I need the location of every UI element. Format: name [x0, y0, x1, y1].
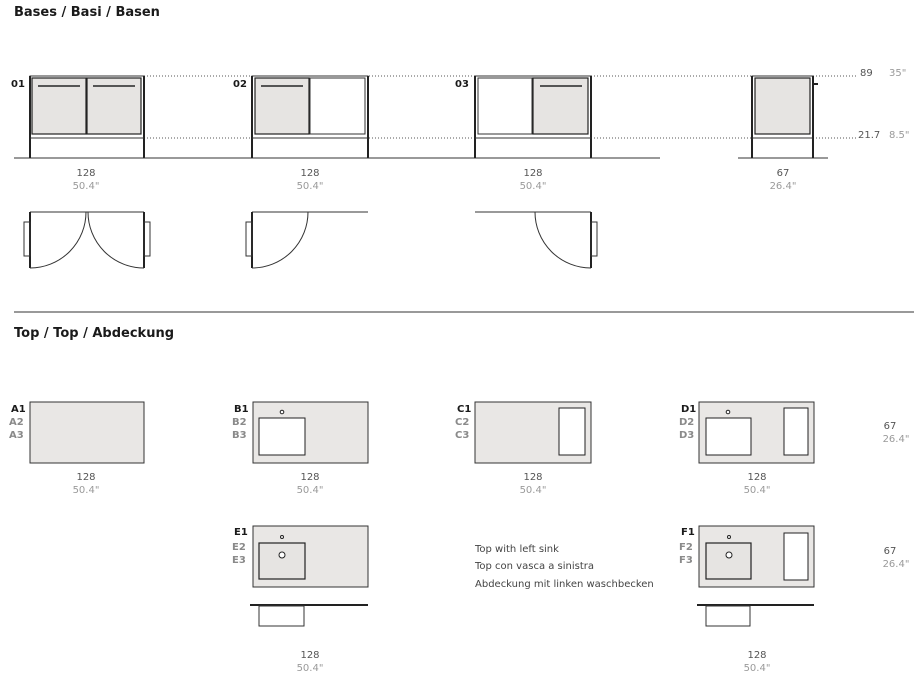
base-03-door-swing-plan [475, 212, 597, 268]
base-03-front [368, 76, 660, 192]
integrated-basin [259, 543, 305, 579]
top-f-code-3: F3 [679, 555, 693, 566]
top-a-code-2: A2 [9, 417, 24, 428]
open-bay [310, 78, 365, 134]
base-03-width-in: 50.4" [519, 181, 547, 192]
base-01-width-cm: 128 [76, 168, 96, 179]
top-d-code-1: D1 [681, 404, 697, 415]
top-f-width-in: 50.4" [743, 663, 771, 674]
bases-section-title: Bases / Basi / Basen [14, 5, 160, 20]
top-d-width-cm: 128 [747, 472, 767, 483]
side-cutout [784, 408, 808, 455]
side-panel [755, 78, 810, 134]
top-c-code-1: C1 [457, 404, 472, 415]
top-b-code-3: B3 [232, 430, 247, 441]
swing-arc-left [30, 212, 86, 268]
top-d-code-2: D2 [679, 417, 695, 428]
base-02-door-swing-plan [246, 212, 368, 268]
faucet-hole [728, 536, 731, 539]
top-c-width-cm: 128 [523, 472, 543, 483]
integrated-basin [706, 543, 751, 579]
top-c-width-in: 50.4" [519, 485, 547, 496]
top-e-code-1: E1 [234, 527, 248, 538]
top-a-code-1: A1 [11, 404, 26, 415]
top-a-code-3: A3 [9, 430, 24, 441]
top-f-code-2: F2 [679, 542, 693, 553]
note-line-it: Top con vasca a sinistra [475, 561, 595, 572]
top-depth-2-cm: 67 [883, 546, 897, 557]
top-depth-1-cm: 67 [883, 421, 897, 432]
total-height-in: 35" [889, 68, 907, 79]
top-d-code-3: D3 [679, 430, 695, 441]
swing-arc-right [88, 212, 144, 268]
base-01-code: 01 [11, 79, 25, 90]
base-01-front [11, 76, 144, 192]
base-side-depth-in: 26.4" [769, 181, 797, 192]
note-line-de: Abdeckung mit linken waschbecken [475, 579, 654, 590]
top-c-code-3: C3 [455, 430, 470, 441]
drain-hole [279, 552, 285, 558]
basin-section [259, 606, 304, 626]
top-d-width-in: 50.4" [743, 485, 771, 496]
top-c [455, 402, 591, 496]
top-section-title: Top / Top / Abdeckung [14, 326, 175, 341]
top-a-width-in: 50.4" [72, 485, 100, 496]
base-02-width-cm: 128 [300, 168, 320, 179]
top-b-code-1: B1 [234, 404, 249, 415]
base-01-width-in: 50.4" [72, 181, 100, 192]
top-e-code-2: E2 [232, 542, 246, 553]
top-f-code-1: F1 [681, 527, 695, 538]
top-b-width-in: 50.4" [296, 485, 324, 496]
side-cutout [559, 408, 585, 455]
base-02-code: 02 [233, 79, 247, 90]
plinth-height-cm: 21.7 [858, 130, 881, 141]
swing-arc [535, 212, 591, 268]
top-b [232, 402, 368, 496]
top-e-width-in: 50.4" [296, 663, 324, 674]
top-e [232, 526, 368, 674]
swing-arc [252, 212, 308, 268]
open-bay [478, 78, 532, 134]
base-02-width-in: 50.4" [296, 181, 324, 192]
base-side-depth-cm: 67 [776, 168, 790, 179]
top-e-code-3: E3 [232, 555, 246, 566]
top-f [679, 526, 814, 674]
sink-basin [706, 418, 751, 455]
top-b-width-cm: 128 [300, 472, 320, 483]
top-b-code-2: B2 [232, 417, 247, 428]
base-03-width-cm: 128 [523, 168, 543, 179]
top-d [679, 402, 814, 496]
base-03-code: 03 [455, 79, 469, 90]
base-01-door-swing-plan [24, 212, 150, 268]
total-height-cm: 89 [860, 68, 873, 79]
side-cutout [784, 533, 808, 580]
top-slab [30, 402, 144, 463]
top-depth-2-in: 26.4" [882, 559, 910, 570]
top-c-code-2: C2 [455, 417, 470, 428]
top-f-width-cm: 128 [747, 650, 767, 661]
faucet-hole [280, 410, 284, 414]
top-a-width-cm: 128 [76, 472, 96, 483]
base-side-view [738, 76, 828, 192]
top-e-width-cm: 128 [300, 650, 320, 661]
drain-hole [726, 552, 732, 558]
note-line-en: Top with left sink [475, 544, 559, 555]
top-depth-1-in: 26.4" [882, 434, 910, 445]
plinth-height-in: 8.5" [889, 130, 910, 141]
faucet-hole [726, 410, 730, 414]
sink-basin [259, 418, 305, 455]
faucet-hole [281, 536, 284, 539]
top-a [9, 402, 144, 496]
basin-section [706, 606, 750, 626]
base-02-front [144, 76, 368, 192]
